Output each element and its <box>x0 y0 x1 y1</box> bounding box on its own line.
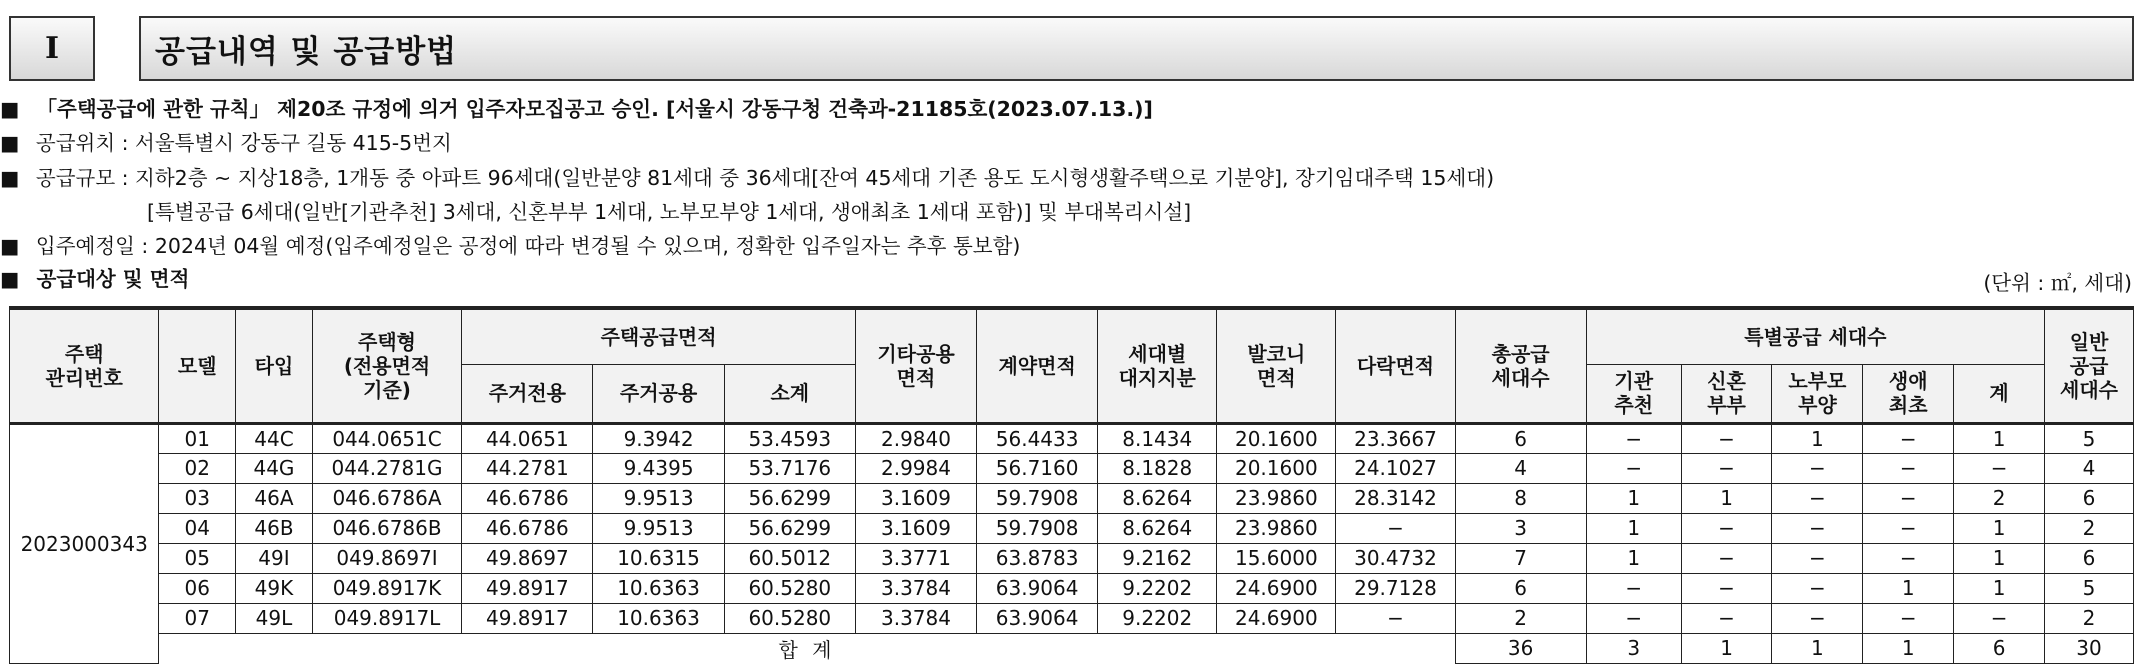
table-cell: 3.1609 <box>855 483 976 513</box>
table-cell: 20.1600 <box>1217 423 1336 453</box>
table-cell: 03 <box>159 483 236 513</box>
table-cell: 60.5280 <box>724 573 855 603</box>
table-cell: − <box>1954 603 2045 633</box>
header-housing-type: 주택형 (전용면적 기준) <box>312 308 461 423</box>
header-supply-area: 주택공급면적 <box>462 308 856 364</box>
table-cell: 1 <box>1863 573 1954 603</box>
table-cell: 044.0651C <box>312 423 461 453</box>
table-cell: − <box>1772 543 1863 573</box>
table-cell: 49.8917 <box>462 573 593 603</box>
table-cell: 01 <box>159 423 236 453</box>
notice-line-5 <box>0 233 1020 259</box>
table-cell: 44G <box>236 453 313 483</box>
header-common: 주거공용 <box>593 364 724 423</box>
header-special-supply: 특별공급 세대수 <box>1586 308 2044 364</box>
table-cell: 56.7160 <box>977 453 1098 483</box>
total-cell: 3 <box>1586 633 1681 663</box>
table-row <box>10 573 2134 603</box>
table-cell: 60.5012 <box>724 543 855 573</box>
table-cell: 49.8917 <box>462 603 593 633</box>
table-cell: − <box>1863 513 1954 543</box>
table-cell: 046.6786A <box>312 483 461 513</box>
table-cell: 30.4732 <box>1336 543 1455 573</box>
table-cell: − <box>1586 603 1681 633</box>
table-body <box>10 423 2134 663</box>
table-cell: 5 <box>2045 423 2134 453</box>
table-cell: 044.2781G <box>312 453 461 483</box>
table-cell: 46A <box>236 483 313 513</box>
header-exclusive: 주거전용 <box>462 364 593 423</box>
table-cell: 05 <box>159 543 236 573</box>
table-cell: 49K <box>236 573 313 603</box>
table-cell: 8 <box>1455 483 1586 513</box>
table-cell: 56.4433 <box>977 423 1098 453</box>
notice-text: [특별공급 6세대(일반[기관추천] 3세대, 신혼부부 1세대, 노부모부양 1세대, 생애최초 1세대 포함)] 및 부대복리시설] <box>147 200 1192 224</box>
table-cell: 049.8917K <box>312 573 461 603</box>
table-cell: 49I <box>236 543 313 573</box>
table-cell: 10.6363 <box>593 573 724 603</box>
table-cell: 049.8697I <box>312 543 461 573</box>
bullet-icon: ■ <box>0 234 20 258</box>
table-cell: 1 <box>1954 513 2045 543</box>
table-cell: 23.9860 <box>1217 483 1336 513</box>
table-cell: 3 <box>1455 513 1586 543</box>
notice-text: 공급규모 : 지하2층 ~ 지상18층, 1개동 중 아파트 96세대(일반분양 81세대 중 36세대[잔여 45세대 기존 용도 도시형생활주택으로 기분양], 장기임대주택 15세대) <box>35 166 1495 190</box>
total-cell: 1 <box>1863 633 1954 663</box>
table-cell: 5 <box>2045 573 2134 603</box>
header-model: 모델 <box>159 308 236 423</box>
table-cell: 46B <box>236 513 313 543</box>
table-cell: − <box>1863 453 1954 483</box>
table-cell: − <box>1681 543 1772 573</box>
header-first-time: 생애 최초 <box>1863 364 1954 423</box>
bullet-icon: ■ <box>0 267 20 291</box>
table-cell: 1 <box>1772 423 1863 453</box>
table-cell: 8.1828 <box>1098 453 1217 483</box>
table-cell: 49.8697 <box>462 543 593 573</box>
table-cell: 1 <box>1586 513 1681 543</box>
total-row <box>10 633 2134 663</box>
table-cell: − <box>1863 423 1954 453</box>
notice-line-4 <box>147 199 1191 225</box>
table-cell: 6 <box>2045 543 2134 573</box>
notice-line-1 <box>0 96 1153 122</box>
table-cell: 49L <box>236 603 313 633</box>
header-total-supply: 총공급 세대수 <box>1455 308 1586 423</box>
table-cell: 6 <box>1455 423 1586 453</box>
table-cell: 1 <box>1954 423 2045 453</box>
table-cell: 9.9513 <box>593 483 724 513</box>
table-cell: 6 <box>2045 483 2134 513</box>
table-cell: 3.1609 <box>855 513 976 543</box>
table-cell: 63.9064 <box>977 573 1098 603</box>
table-cell: 59.7908 <box>977 513 1098 543</box>
notice-line-3 <box>0 165 1494 191</box>
table-cell: 2 <box>1954 483 2045 513</box>
table-cell: 8.6264 <box>1098 483 1217 513</box>
table-cell: 9.9513 <box>593 513 724 543</box>
header-newlywed: 신혼 부부 <box>1681 364 1772 423</box>
table-cell: 049.8917L <box>312 603 461 633</box>
table-cell: − <box>1772 453 1863 483</box>
section-title: 공급내역 및 공급방법 <box>139 16 2134 81</box>
table-cell: 63.9064 <box>977 603 1098 633</box>
table-cell: 6 <box>1455 573 1586 603</box>
table-cell: 46.6786 <box>462 513 593 543</box>
table-cell: − <box>1772 513 1863 543</box>
table-cell: − <box>1863 543 1954 573</box>
table-cell: 10.6363 <box>593 603 724 633</box>
table-cell: − <box>1336 513 1455 543</box>
unit-note: (단위 : ㎡, 세대) <box>1983 271 2132 295</box>
header-agency: 기관 추천 <box>1586 364 1681 423</box>
table-cell: 1 <box>1954 543 2045 573</box>
table-cell: 20.1600 <box>1217 453 1336 483</box>
table-cell: 1 <box>1954 573 2045 603</box>
header-general-supply: 일반 공급 세대수 <box>2045 308 2134 423</box>
table-cell: − <box>1336 603 1455 633</box>
table-cell: 1 <box>1681 483 1772 513</box>
table-cell: − <box>1586 423 1681 453</box>
table-cell: 46.6786 <box>462 483 593 513</box>
table-cell: − <box>1681 603 1772 633</box>
table-cell: 06 <box>159 573 236 603</box>
table-cell: 2.9984 <box>855 453 976 483</box>
table-cell: 56.6299 <box>724 513 855 543</box>
total-cell: 30 <box>2045 633 2134 663</box>
header-mgmt-no: 주택 관리번호 <box>10 308 159 423</box>
table-cell: − <box>1772 603 1863 633</box>
header-other-common: 기타공용 면적 <box>855 308 976 423</box>
table-row <box>10 603 2134 633</box>
header-contract-area: 계약면적 <box>977 308 1098 423</box>
table-cell: 60.5280 <box>724 603 855 633</box>
mgmt-no-cell: 2023000343 <box>10 423 159 663</box>
notice-text: 「주택공급에 관한 규칙」 제20조 규정에 의거 입주자모집공고 승인. [서울시 강동구청 건축과-21185호(2023.07.13.)] <box>36 97 1153 121</box>
table-cell: − <box>1681 423 1772 453</box>
table-cell: 4 <box>1455 453 1586 483</box>
table-cell: − <box>1586 573 1681 603</box>
table-cell: 10.6315 <box>593 543 724 573</box>
table-cell: 3.3771 <box>855 543 976 573</box>
table-row <box>10 423 2134 453</box>
header-type: 타입 <box>236 308 313 423</box>
table-cell: 24.1027 <box>1336 453 1455 483</box>
total-cell: 1 <box>1681 633 1772 663</box>
table-cell: 1 <box>1586 543 1681 573</box>
table-cell: − <box>1681 453 1772 483</box>
table-cell: 44.2781 <box>462 453 593 483</box>
table-cell: 9.2202 <box>1098 603 1217 633</box>
table-row <box>10 453 2134 483</box>
table-cell: 8.6264 <box>1098 513 1217 543</box>
table-cell: 28.3142 <box>1336 483 1455 513</box>
table-cell: 15.6000 <box>1217 543 1336 573</box>
table-cell: 53.7176 <box>724 453 855 483</box>
table-cell: − <box>1863 603 1954 633</box>
table-cell: 63.8783 <box>977 543 1098 573</box>
table-cell: 9.4395 <box>593 453 724 483</box>
table-cell: − <box>1681 573 1772 603</box>
total-cell: 36 <box>1455 633 1586 663</box>
table-cell: 04 <box>159 513 236 543</box>
notice-text: 입주예정일 : 2024년 04월 예정(입주예정일은 공정에 따라 변경될 수 있으며, 정확한 입주일자는 추후 통보함) <box>35 234 1021 258</box>
table-cell: − <box>1772 573 1863 603</box>
bullet-icon: ■ <box>0 166 20 190</box>
table-cell: − <box>1586 453 1681 483</box>
table-row <box>10 543 2134 573</box>
notice-text: 공급위치 : 서울특별시 강동구 길동 415-5번지 <box>35 131 452 155</box>
table-cell: 3.3784 <box>855 573 976 603</box>
table-cell: 8.1434 <box>1098 423 1217 453</box>
table-cell: 9.2162 <box>1098 543 1217 573</box>
table-cell: 29.7128 <box>1336 573 1455 603</box>
table-cell: 24.6900 <box>1217 603 1336 633</box>
total-label: 합 계 <box>159 633 1455 663</box>
bullet-icon: ■ <box>0 131 20 155</box>
total-cell: 1 <box>1772 633 1863 663</box>
notice-text: 공급대상 및 면적 <box>36 267 190 291</box>
notice-line-2 <box>0 130 452 156</box>
table-cell: 56.6299 <box>724 483 855 513</box>
table-cell: 1 <box>1586 483 1681 513</box>
table-cell: 4 <box>2045 453 2134 483</box>
table-row <box>10 513 2134 543</box>
table-cell: 59.7908 <box>977 483 1098 513</box>
table-cell: 2 <box>2045 603 2134 633</box>
table-cell: 23.3667 <box>1336 423 1455 453</box>
table-cell: 3.3784 <box>855 603 976 633</box>
table-cell: − <box>1772 483 1863 513</box>
table-cell: 9.3942 <box>593 423 724 453</box>
header-land-share: 세대별 대지지분 <box>1098 308 1217 423</box>
bullet-icon: ■ <box>0 97 20 121</box>
table-cell: 046.6786B <box>312 513 461 543</box>
header-elderly: 노부모 부양 <box>1772 364 1863 423</box>
header-special-total: 계 <box>1954 364 2045 423</box>
supply-table <box>9 306 2134 664</box>
header-balcony: 발코니 면적 <box>1217 308 1336 423</box>
table-cell: 2 <box>2045 513 2134 543</box>
table-cell: 07 <box>159 603 236 633</box>
notice-line-6 <box>0 266 189 292</box>
table-cell: 7 <box>1455 543 1586 573</box>
table-cell: 24.6900 <box>1217 573 1336 603</box>
total-cell: 6 <box>1954 633 2045 663</box>
table-cell: − <box>1863 483 1954 513</box>
table-cell: 2.9840 <box>855 423 976 453</box>
header-subtotal: 소계 <box>724 364 855 423</box>
table-cell: − <box>1954 453 2045 483</box>
table-cell: 53.4593 <box>724 423 855 453</box>
table-cell: 9.2202 <box>1098 573 1217 603</box>
section-number: I <box>9 16 95 81</box>
table-cell: 44C <box>236 423 313 453</box>
table-cell: 44.0651 <box>462 423 593 453</box>
table-cell: 23.9860 <box>1217 513 1336 543</box>
table-cell: 02 <box>159 453 236 483</box>
table-cell: − <box>1681 513 1772 543</box>
table-cell: 2 <box>1455 603 1586 633</box>
header-attic: 다락면적 <box>1336 308 1455 423</box>
table-row <box>10 483 2134 513</box>
